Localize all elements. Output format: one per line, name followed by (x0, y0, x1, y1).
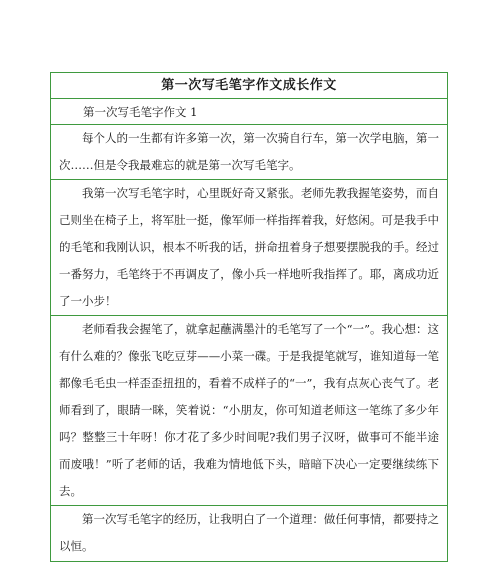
essay-table (50, 72, 448, 562)
paragraph-3: 老师看我会握笔了，就拿起蘸满墨汁的毛笔写了一个“一”。我心想：这有什么难的？像张飞吃豆芽——小菜一碟。于是我提笔就写，谁知道每一笔都像毛毛虫一样歪歪扭扭的，看着不成样子的“一”，我有点灰心丧气了。老师看到了，眼睛一眯，笑着说：“小朋友，你可知道老师这一笔练了多少年吗？整整三十年呀！你才花了多少时间呢?我们男子汉呀，做事可不能半途而废哦！”听了老师的话，我难为情地低下头，暗暗下决心一定要继续练下去。 (51, 316, 447, 506)
essay-title: 第一次写毛笔字作文成长作文 (51, 73, 447, 99)
paragraph-1: 每个人的一生都有许多第一次，第一次骑自行车，第一次学电脑，第一次……但是令我最难忘的就是第一次写毛笔字。 (51, 125, 447, 180)
essay-subtitle: 第一次写毛笔字作文 1 (51, 99, 447, 125)
paragraph-2: 我第一次写毛笔字时，心里既好奇又紧张。老师先教我握笔姿势，而自己则坐在椅子上，将军肚一挺，像军师一样指挥着我，好悠闲。可是我手中的毛笔和我刚认识，根本不听我的话，拼命扭着身子想要摆脱我的手。经过一番努力，毛笔终于不再调皮了，像小兵一样地听我指挥了。耶，离成功近了一小步！ (51, 180, 447, 316)
paragraph-4: 第一次写毛笔字的经历，让我明白了一个道理：做任何事情，都要持之以恒。 (51, 506, 447, 562)
